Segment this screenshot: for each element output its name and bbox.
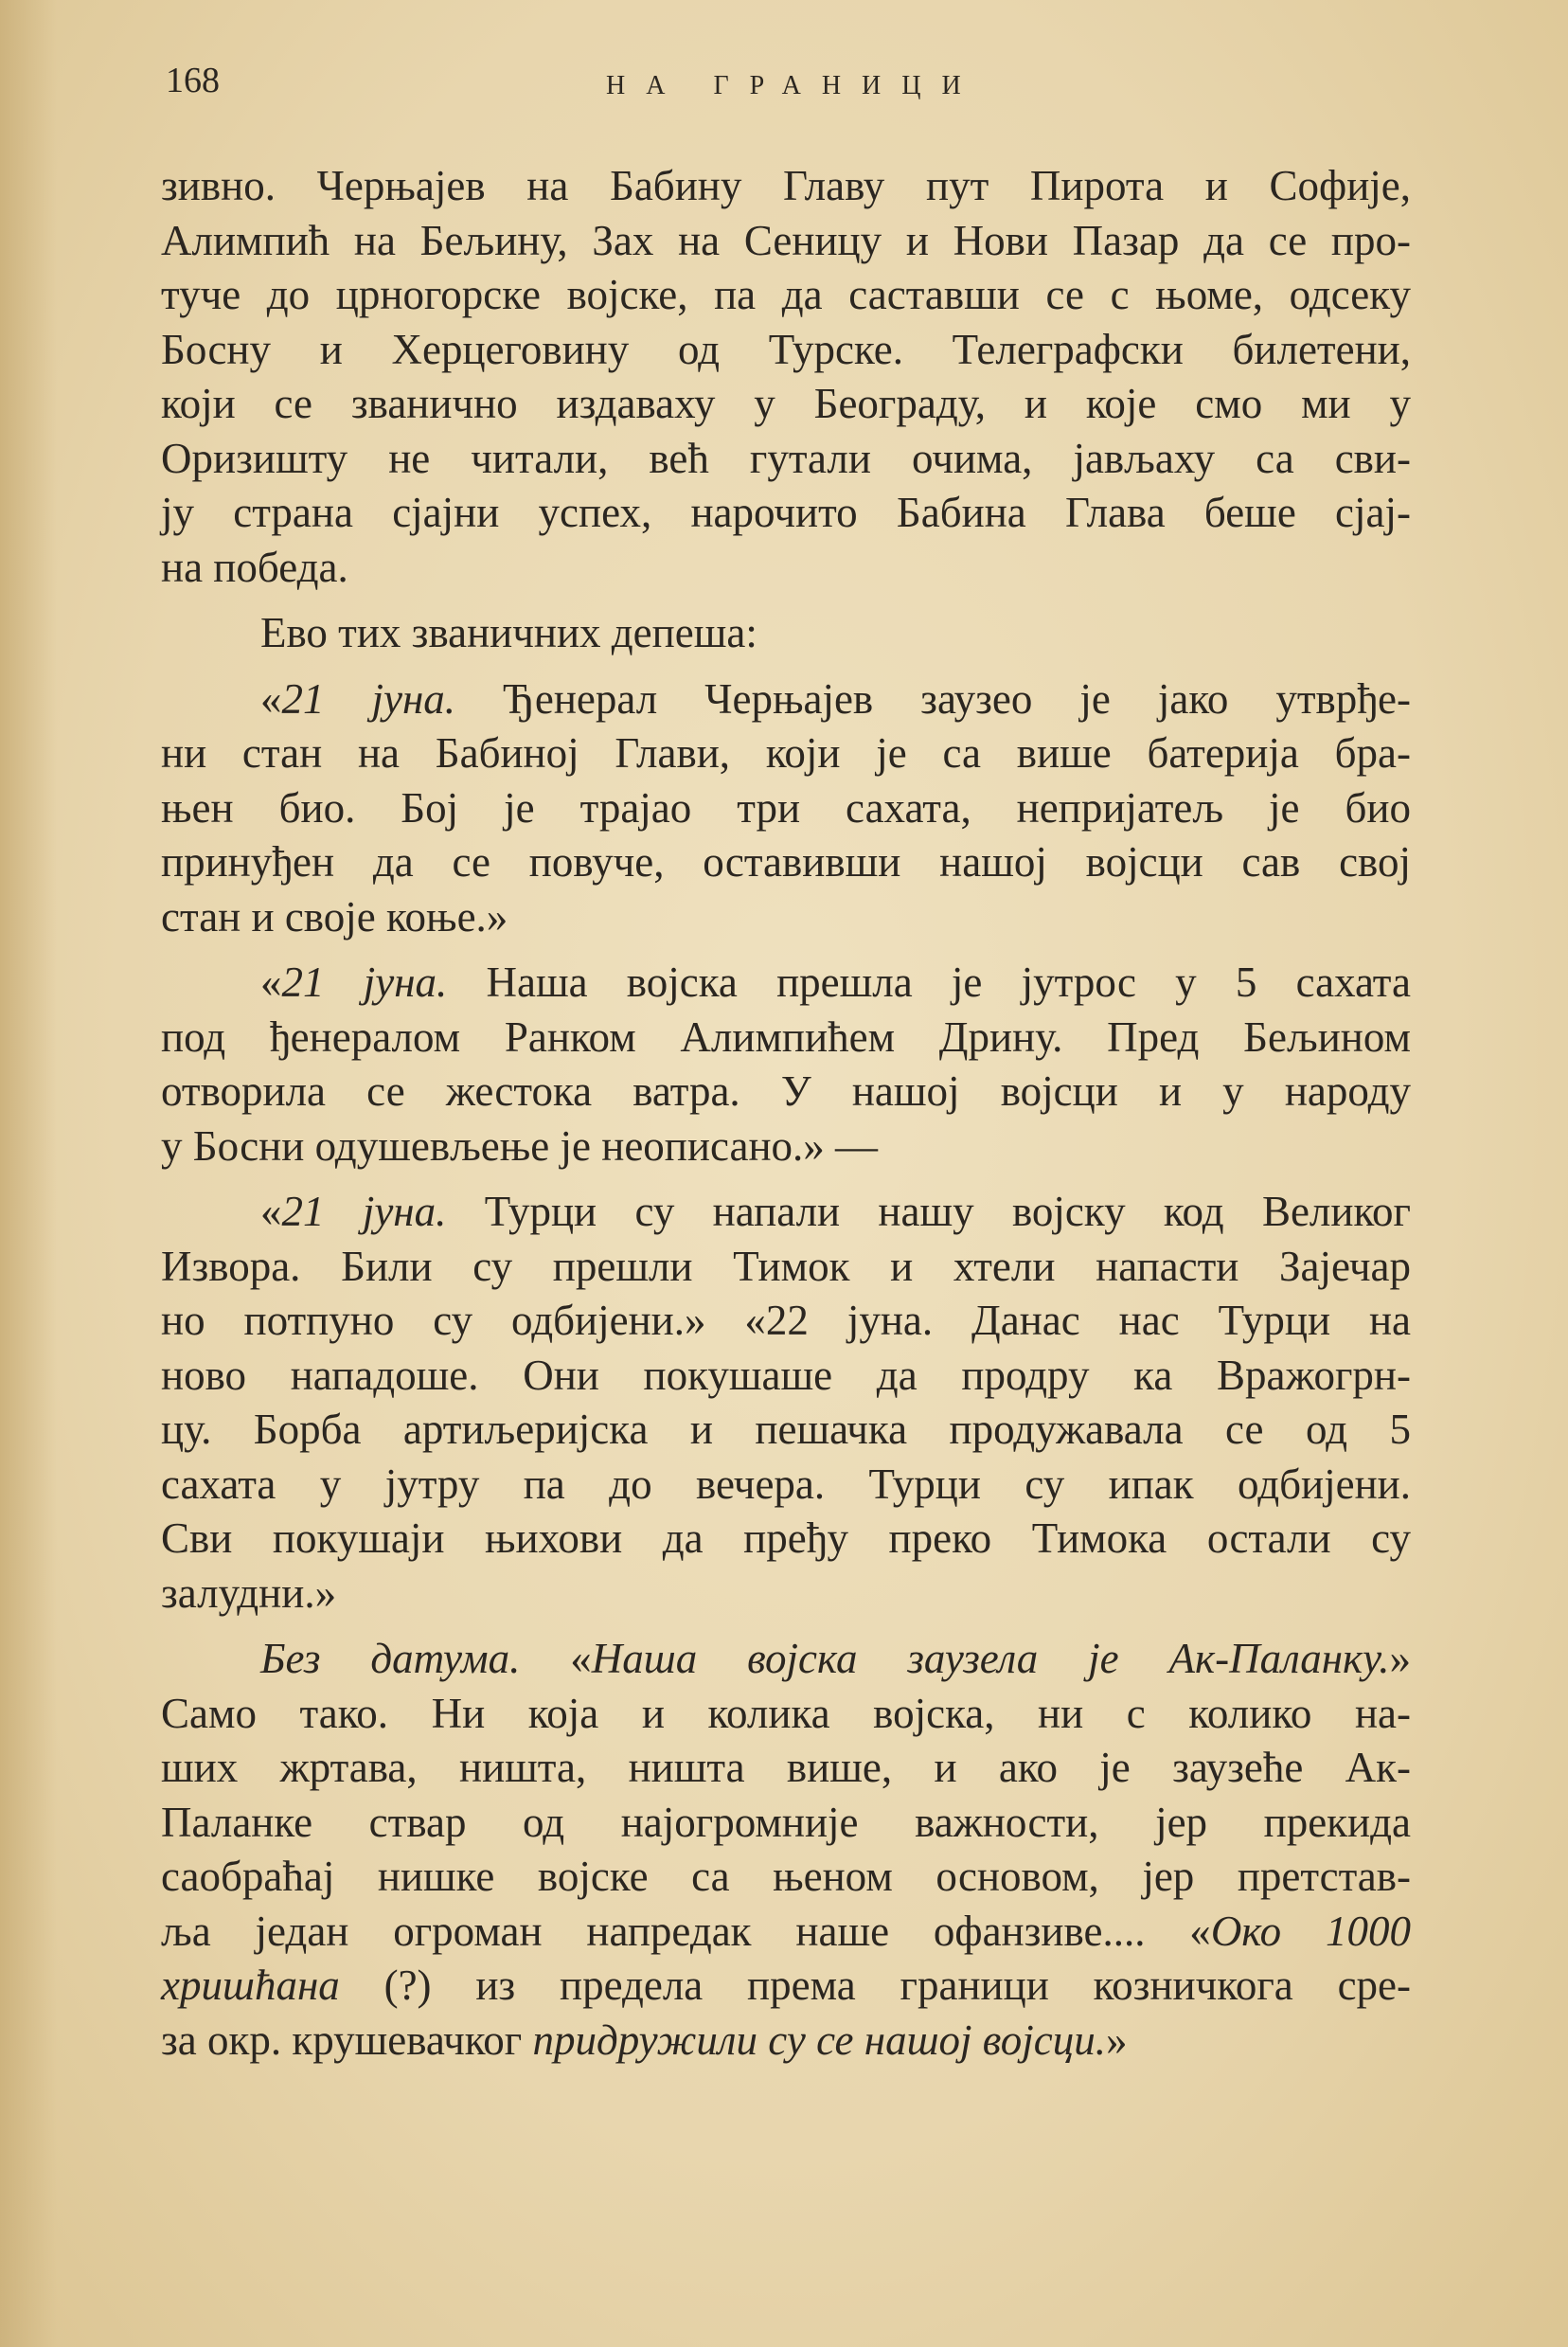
date-italic: 21 јуна.: [281, 1188, 447, 1235]
paragraph: [161, 672, 1411, 945]
quoted-italic: Око 1000: [1210, 1907, 1411, 1955]
text-line: који се званично издаваху у Београду, и које смо ми у: [161, 380, 1411, 427]
page-edge-shadow: [0, 0, 57, 2347]
text-line: под ђенералом Ранком Алимпићем Дрину. Пред Бељином: [161, 1012, 1411, 1061]
paragraph: [161, 159, 1411, 595]
quote-mark: «: [260, 1188, 282, 1235]
text-line: Сви покушаји њихови да пређу преко Тимока остали су: [161, 1514, 1411, 1562]
text-line: Извора. Били су прешли Тимок и хтели напасти Зајечар: [161, 1242, 1411, 1290]
text-line: Ево тих званичних депеша:: [260, 609, 757, 656]
paragraph-gap: [161, 1621, 1411, 1632]
text-run: Турци су напали нашу војску код Великог: [446, 1188, 1411, 1235]
quote-mark: »: [1389, 1635, 1411, 1682]
text-line: Босну и Херцеговину од Турске. Телеграфски билетени,: [161, 325, 1411, 373]
text-line: стан и своје коње.»: [161, 892, 508, 941]
quoted-italic: Наша војска заузела је Ак-Паланку.: [591, 1635, 1390, 1682]
page-number: 168: [166, 61, 220, 100]
text-run: за окр. крушевачког: [161, 2016, 533, 2064]
text-line: Паланке ствар од најогромније важности, јер прекида: [161, 1798, 1411, 1846]
text-line: [161, 672, 1411, 727]
text-line: њен био. Бој је трајао три сахата, непријатељ је био: [161, 783, 1411, 832]
quote-mark: «: [260, 674, 282, 723]
text-line: [161, 2014, 1411, 2069]
text-line: Алимпић на Бељину, Зах на Сеницу и Нови Пазар да се про-: [161, 216, 1411, 264]
text-line: [161, 1632, 1411, 1687]
paragraph-gap: [161, 1174, 1411, 1185]
text-line: ново нападоше. Они покушаше да продру ка Вражогрн-: [161, 1351, 1411, 1399]
quote-mark: »: [1105, 2016, 1128, 2064]
paragraph: [161, 1632, 1411, 2068]
text-line: зивно. Черњајев на Бабину Главу пут Пирота и Софије,: [161, 162, 1411, 209]
text-line: Само тако. Ни која и колика војска, ни с колико на-: [161, 1689, 1411, 1737]
running-head: НА ГРАНИЦИ: [606, 71, 982, 100]
quote-mark: «: [520, 1635, 592, 1682]
text-line: цу. Борба артиљеријска и пешачка продужавала се од 5: [161, 1406, 1411, 1453]
paragraph-gap: [161, 595, 1411, 606]
quoted-italic: хришћана: [161, 1962, 340, 2009]
body-text: [161, 159, 1411, 2068]
date-italic: Без датума.: [260, 1635, 521, 1682]
text-line: саобраћај нишке војске са њеном основом, јер претстав-: [161, 1853, 1411, 1900]
text-line: принуђен да се повуче, оставивши нашој војсци сав свој: [161, 838, 1411, 886]
paragraph: [161, 956, 1411, 1174]
text-line: сахата у јутру па до вечера. Турци су ипак одбијени.: [161, 1460, 1411, 1508]
text-line: отворила се жестока ватра. У нашој војсци и у народу: [161, 1067, 1411, 1115]
text-run: Ђенерал Черњајев заузео је јако утврђе-: [455, 674, 1411, 723]
paragraph-gap: [161, 661, 1411, 672]
page-header: [161, 52, 1417, 109]
paragraph: [161, 1185, 1411, 1621]
text-run: ља један огроман напредак наше офанзиве.... «: [161, 1907, 1211, 1955]
text-run: Наша војска прешла је јутрос у 5 сахата: [447, 959, 1411, 1006]
text-run: (?) из предела према граници козничкога сре-: [339, 1962, 1411, 2009]
text-line: [161, 1185, 1411, 1240]
text-line: залудни.»: [161, 1568, 337, 1617]
text-line: ни стан на Бабиној Глави, који је са више батерија бра-: [161, 729, 1411, 777]
text-line: ју страна сјајни успех, нарочито Бабина Глава беше сјај-: [161, 489, 1411, 536]
paragraph-gap: [161, 944, 1411, 956]
text-line: [161, 1959, 1411, 2014]
quoted-italic: придружили су се нашој војсци.: [532, 2016, 1106, 2064]
text-line: [161, 1905, 1411, 1960]
date-italic: 21 јуна.: [281, 959, 448, 1006]
text-line: у Босни одушевљење је неописано.» —: [161, 1121, 879, 1170]
text-line: но потпуно су одбијени.» «22 јуна. Данас нас Турци на: [161, 1297, 1411, 1344]
text-line: туче до црногорске војске, па да саставши се с њоме, одсеку: [161, 271, 1411, 318]
text-line: Оризишту не читали, већ гутали очима, јављаху са сви-: [161, 434, 1411, 482]
text-line: ших жртава, ништа, ништа више, и ако је заузеће Ак-: [161, 1744, 1411, 1791]
text-line: на победа.: [161, 543, 348, 591]
date-italic: 21 јуна.: [281, 674, 456, 723]
quote-mark: «: [260, 959, 282, 1006]
text-line: [161, 956, 1411, 1011]
paragraph: [161, 606, 1411, 661]
